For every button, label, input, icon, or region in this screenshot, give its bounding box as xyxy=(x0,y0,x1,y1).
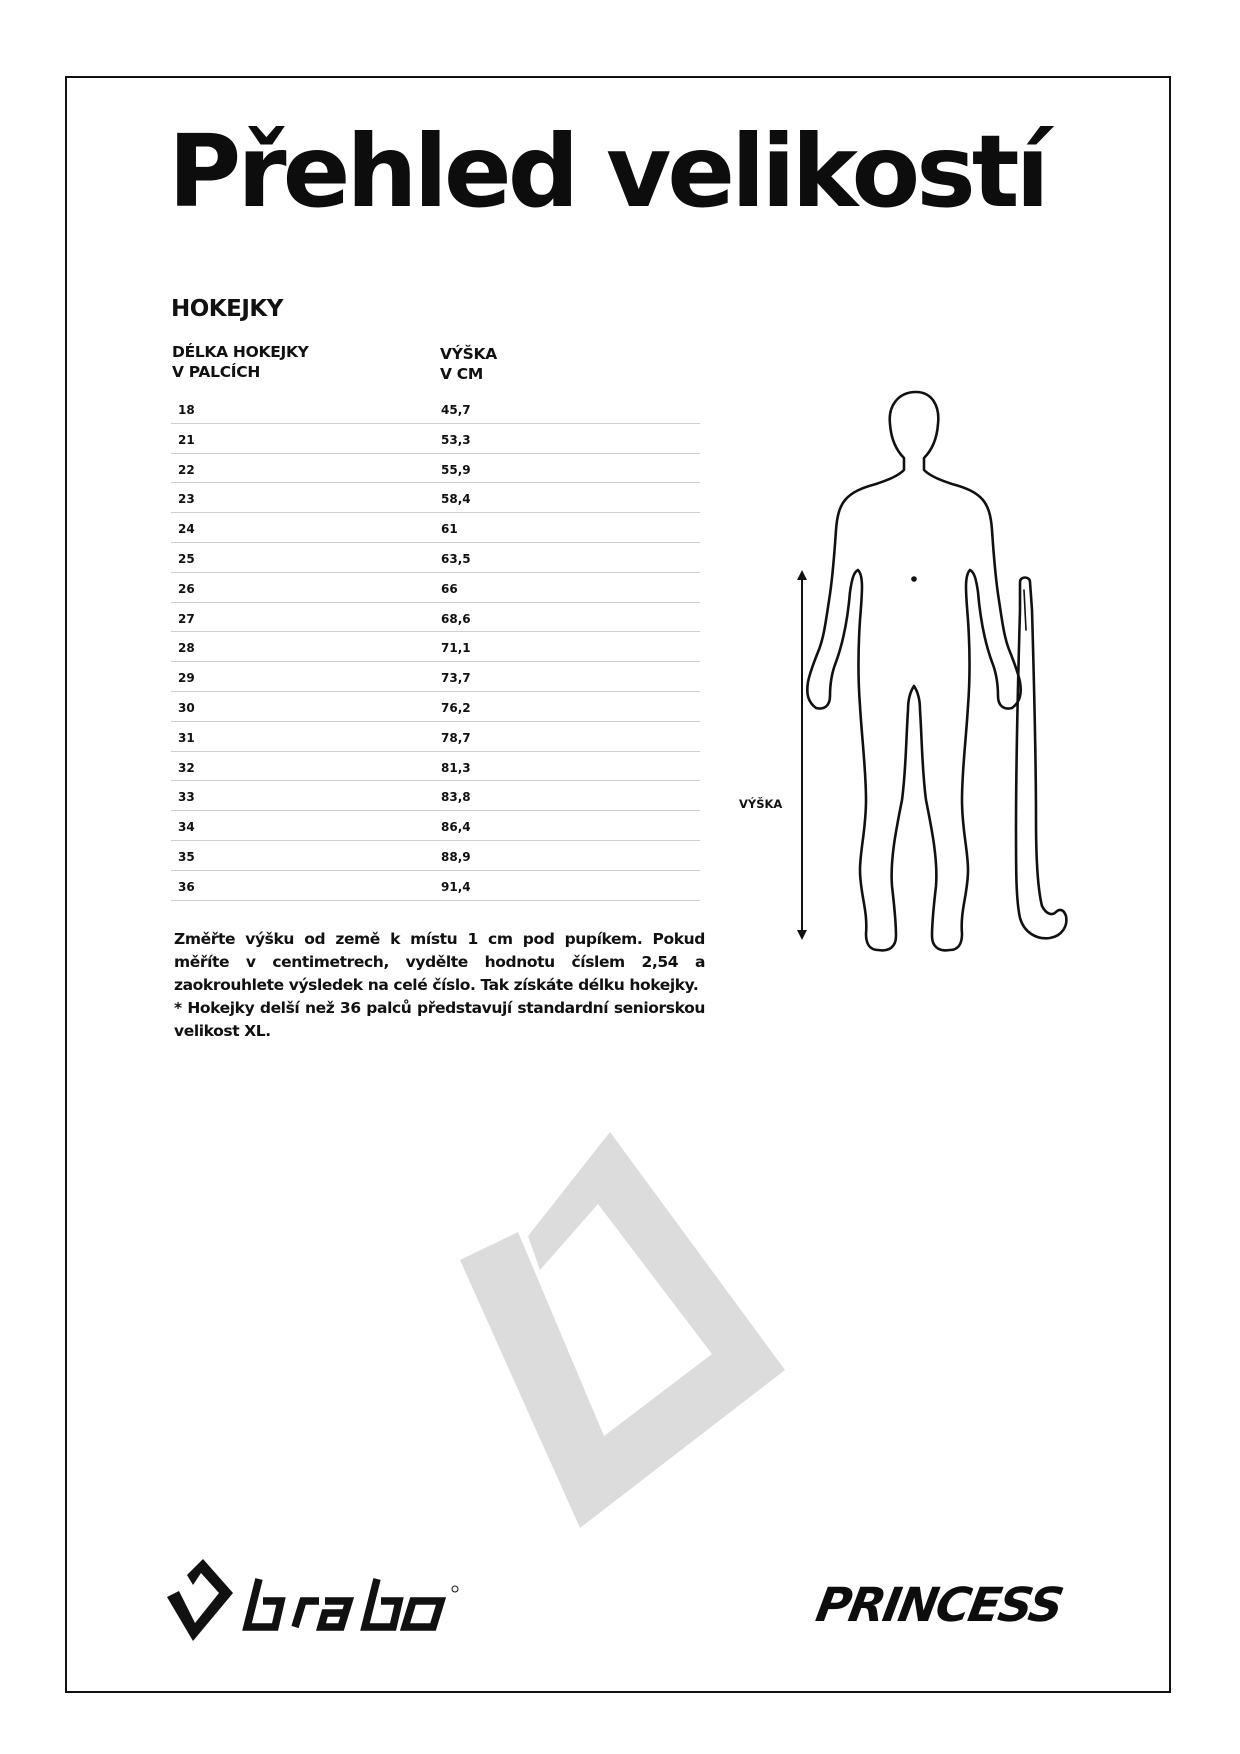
stick-length-cell: 36 xyxy=(178,879,195,894)
stick-length-cell: 26 xyxy=(178,581,195,596)
stick-length-cell: 34 xyxy=(178,820,195,835)
page-title: Přehled velikostí xyxy=(168,113,1046,230)
brabo-logo-wordmark xyxy=(247,1579,441,1627)
table-row xyxy=(171,424,700,454)
measurement-instructions: Změřte výšku od země k místu 1 cm pod pupíkem. Pokud měříte v centimetrech, vydělte hodnotu číslem 2,54 a zaokrouhlete výsledek na celé číslo. Tak získáte délku hokejky. xyxy=(174,930,705,994)
size-table xyxy=(171,394,700,901)
section-title: HOKEJKY xyxy=(171,296,283,322)
navel-marker xyxy=(911,576,917,582)
body-outline xyxy=(807,392,1020,950)
height-arrow xyxy=(797,570,807,940)
column-header-stick-length-line1: DÉLKA HOKEJKY xyxy=(172,343,309,361)
table-row xyxy=(171,483,700,513)
stick-length-cell: 25 xyxy=(178,551,195,566)
table-row xyxy=(171,692,700,722)
height-cm-cell: 58,4 xyxy=(441,492,471,507)
height-cm-cell: 78,7 xyxy=(441,730,471,745)
table-row xyxy=(171,871,700,901)
height-cm-cell: 81,3 xyxy=(441,760,471,775)
table-row xyxy=(171,454,700,484)
brand-watermark-logo xyxy=(440,1120,800,1540)
table-row xyxy=(171,632,700,662)
stick-length-cell: 21 xyxy=(178,432,195,447)
table-row xyxy=(171,573,700,603)
height-cm-cell: 76,2 xyxy=(441,700,471,715)
height-cm-cell: 71,1 xyxy=(441,641,471,656)
height-cm-cell: 68,6 xyxy=(441,611,471,626)
princess-logo: PRINCESS xyxy=(812,1578,1066,1633)
stick-length-cell: 23 xyxy=(178,492,195,507)
table-row xyxy=(171,394,700,424)
table-row xyxy=(171,513,700,543)
column-header-stick-length xyxy=(172,342,309,382)
column-header-height-line1: VÝŠKA xyxy=(440,345,497,363)
stick-length-cell: 30 xyxy=(178,700,195,715)
height-cm-cell: 66 xyxy=(441,581,458,596)
table-row xyxy=(171,662,700,692)
brabo-logo-mark xyxy=(167,1559,233,1641)
column-header-height-line2: V CM xyxy=(440,365,483,383)
stick-length-cell: 18 xyxy=(178,403,195,417)
stick-length-cell: 27 xyxy=(178,611,195,626)
height-cm-cell: 63,5 xyxy=(441,551,471,566)
watermark-shape xyxy=(460,1132,785,1528)
column-header-stick-length-line2: V PALCÍCH xyxy=(172,363,260,381)
height-cm-cell: 83,8 xyxy=(441,790,471,805)
stick-length-cell: 29 xyxy=(178,671,195,686)
stick-length-cell: 32 xyxy=(178,760,195,775)
stick-length-cell: 33 xyxy=(178,790,195,805)
stick-length-cell: 35 xyxy=(178,849,195,864)
height-cm-cell: 45,7 xyxy=(441,403,471,417)
height-cm-cell: 53,3 xyxy=(441,432,471,447)
stick-length-cell: 22 xyxy=(178,462,195,477)
body-silhouette-illustration xyxy=(720,380,1100,1000)
stick-length-cell: 31 xyxy=(178,730,195,745)
table-row xyxy=(171,722,700,752)
table-row xyxy=(171,603,700,633)
table-row xyxy=(171,543,700,573)
stick-length-cell: 28 xyxy=(178,641,195,656)
measurement-note xyxy=(174,928,705,1043)
height-label: VÝŠKA xyxy=(739,797,783,811)
table-row xyxy=(171,781,700,811)
table-row xyxy=(171,811,700,841)
height-cm-cell: 73,7 xyxy=(441,671,471,686)
height-cm-cell: 61 xyxy=(441,522,458,537)
table-row xyxy=(171,752,700,782)
stick-length-cell: 24 xyxy=(178,522,195,537)
height-cm-cell: 91,4 xyxy=(441,879,471,894)
brabo-logo xyxy=(165,1555,495,1645)
height-cm-cell: 88,9 xyxy=(441,849,471,864)
xl-footnote: * Hokejky delší než 36 palců představují standardní seniorskou velikost XL. xyxy=(174,999,705,1040)
height-cm-cell: 55,9 xyxy=(441,462,471,477)
hockey-stick-outline xyxy=(1016,578,1066,939)
column-header-height xyxy=(440,344,497,384)
table-row xyxy=(171,841,700,871)
height-cm-cell: 86,4 xyxy=(441,820,471,835)
